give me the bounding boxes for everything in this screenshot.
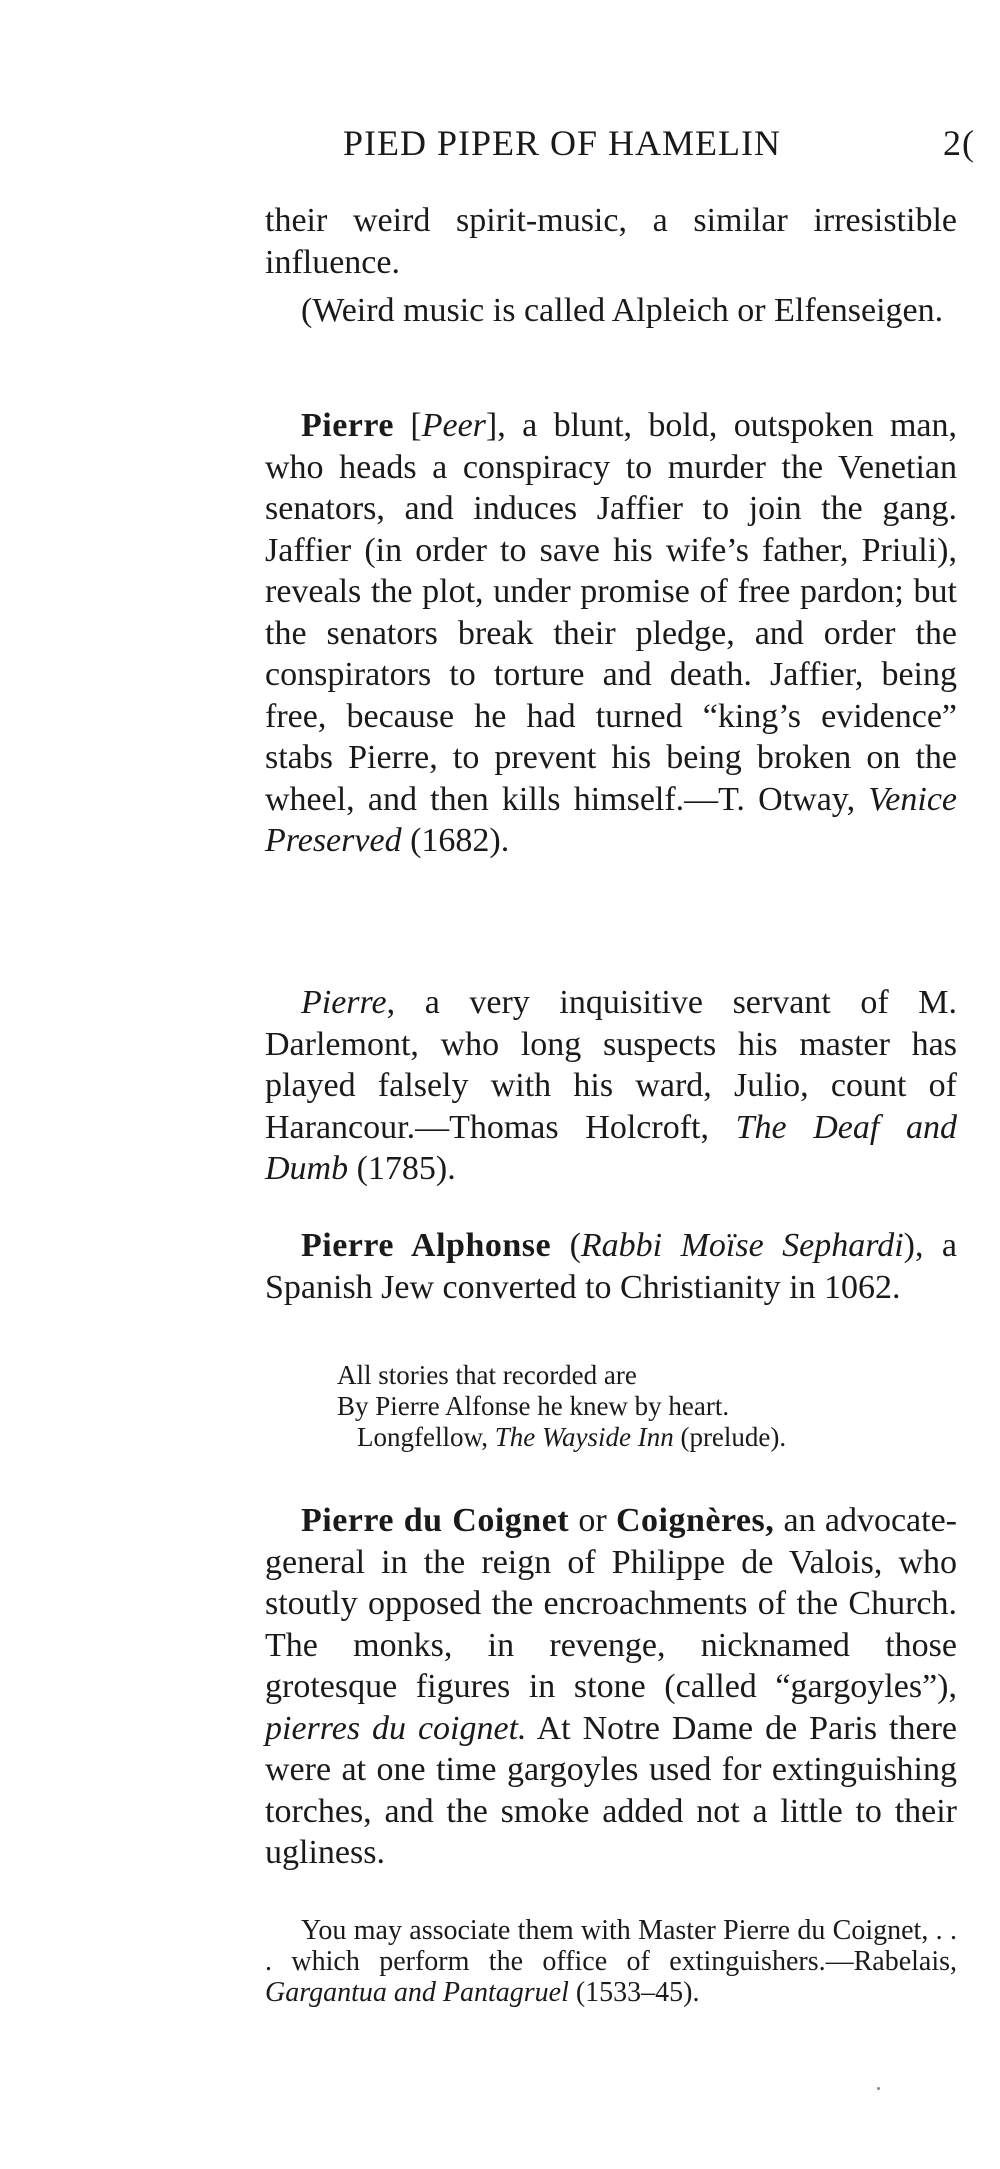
paragraph-continuation: their weird spirit-music, a similar irresistible influence. xyxy=(265,202,957,281)
headword: Pierre xyxy=(301,984,387,1021)
alias: Rabbi Moïse Sephardi xyxy=(580,1227,904,1264)
headword: Pierre du Coignet xyxy=(301,1502,570,1539)
entry-pierre-servant: Pierre, a very inquisitive servant of M. Darlemont, who long suspects his master has played falsely with his ward, Julio, count of Harancour.—Thomas Holcroft, The Deaf and Dumb (1785). xyxy=(265,984,957,1187)
printing-speck xyxy=(877,2087,880,2090)
pronunciation: Peer xyxy=(421,407,486,444)
entry-pierre-venice: Pierre [Peer], a blunt, bold, outspoken man, who heads a conspiracy to murder the Venetian senators, and induces Jaffier to join the gang. Jaffier (in order to save his wife’s father, Priuli), reveals the plot, under promise of free pardon; but the senators break their pledge, and order the conspirators to torture and death. Jaffier, being free, because he had turned “king’s evidence” stabs Pierre, to prevent his being broken on the wheel, and then kills himself.—T. Otway, Venice Preserved (1682). xyxy=(265,407,957,859)
page-number: 2( xyxy=(943,123,975,163)
entry-pierre-du-coignet: Pierre du Coignet or Coignères, an advocate-general in the reign of Philippe de Valois, who stoutly opposed the encroachments of the Church. The monks, in revenge, nicknamed those grotesque figures in stone (called “gargoyles”), pierres du coignet. At Notre Dame de Paris there were at one time gargoyles used for extinguishing torches, and the smoke added not a little to their ugliness. xyxy=(265,1502,958,1871)
verse-line: All stories that recorded are xyxy=(337,1360,637,1390)
headword: Pierre xyxy=(301,407,394,444)
verse-quote xyxy=(337,1360,786,1453)
headword: Pierre Alphonse xyxy=(301,1227,552,1264)
work-title: Venice Preserved xyxy=(265,780,957,859)
verse-line: By Pierre Alfonse he knew by heart. xyxy=(337,1391,730,1421)
headword-alt: Coignères, xyxy=(615,1502,775,1539)
header-title: PIED PIPER OF HAMELIN xyxy=(343,123,782,163)
entry-pierre-alphonse: Pierre Alphonse (Rabbi Moïse Sephardi), a Spanish Jew converted to Christianity in 1062. xyxy=(265,1227,958,1306)
work-title: Gargantua and Pantagruel xyxy=(265,1977,569,2008)
rabelais-quote: You may associate them with Master Pierre du Coignet, . . . which perform the office of extinguishers.—Rabelais, Gargantua and Pantagruel (1533–45). xyxy=(265,1915,957,2008)
running-header xyxy=(343,122,975,164)
term: pierres du coignet. xyxy=(265,1709,527,1747)
verse-attribution: Longfellow, The Wayside Inn (prelude). xyxy=(357,1422,787,1452)
paragraph-weird-music: (Weird music is called Alpleich or Elfenseigen. xyxy=(301,292,944,329)
work-title: The Deaf and Dumb xyxy=(265,1108,957,1187)
